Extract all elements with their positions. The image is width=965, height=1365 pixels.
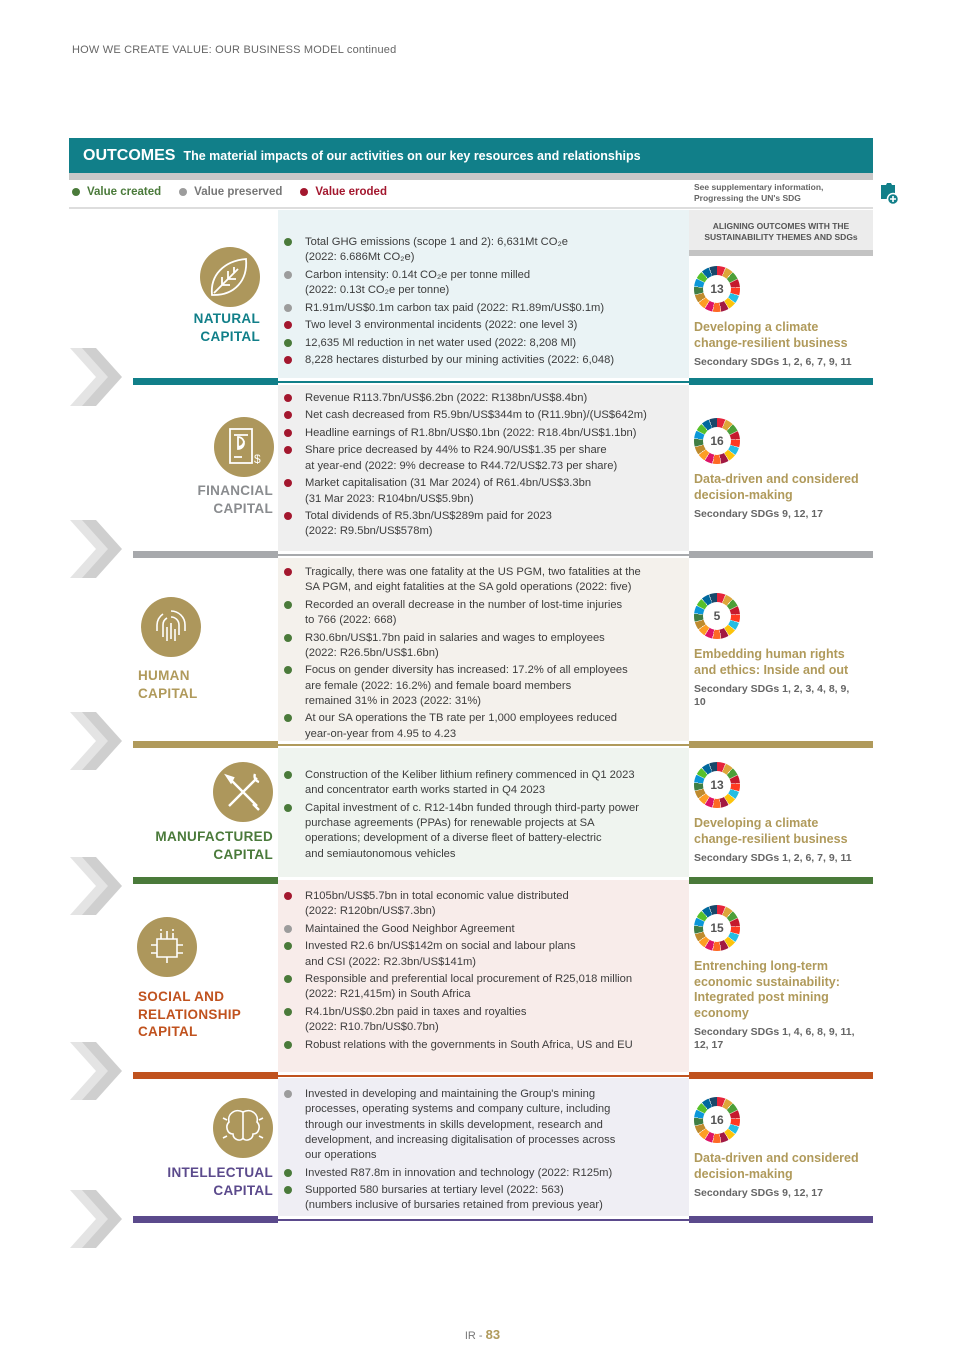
label-line: HUMAN xyxy=(138,668,190,683)
secondary-line: Secondary SDGs 1, 2, 6, 7, 9, 11 xyxy=(694,852,852,864)
leaf-icon xyxy=(200,247,260,307)
outcome-text: are female (2022: 16.2%) and female board members xyxy=(305,679,572,692)
eroded-status-dot-icon xyxy=(284,429,292,437)
secondary-line: Secondary SDGs 9, 12, 17 xyxy=(694,1187,823,1199)
page-number xyxy=(0,1327,965,1342)
outcome-text: Carbon intensity: 0.14t CO₂e per tonne milled xyxy=(305,268,531,281)
sdg-theme xyxy=(694,647,878,678)
banner-subtitle: The material impacts of our activities on our key resources and relationships xyxy=(183,148,641,163)
theme-line: decision-making xyxy=(694,1166,793,1181)
brain-icon xyxy=(213,1098,273,1158)
align-header-line: ALIGNING OUTCOMES WITH THE xyxy=(712,221,850,231)
intellectual-outcome-list xyxy=(284,1087,615,1216)
created-dot-icon xyxy=(72,188,80,196)
outcome-text: and semiautonomous vehicles xyxy=(305,847,456,860)
outcome-item xyxy=(284,426,647,441)
outcome-text: (2022: R10.7bn/US$0.7bn) xyxy=(305,1021,439,1034)
theme-line: change-resilient business xyxy=(694,335,848,350)
outcome-item xyxy=(284,353,614,368)
legend-label: Value preserved xyxy=(194,186,283,198)
human-capital-label xyxy=(138,667,198,702)
secondary-line: 12, 17 xyxy=(694,1039,724,1051)
natural-capital-label xyxy=(194,310,260,345)
outcome-text: (31 Mar 2023: R104bn/US$5.9bn) xyxy=(305,492,474,505)
legend-label: Value created xyxy=(87,186,162,198)
secondary-line: Secondary SDGs 9, 12, 17 xyxy=(694,508,823,520)
sdg-theme xyxy=(694,472,878,503)
label-line: SOCIAL AND xyxy=(138,989,225,1004)
manufactured-sdg-alignment xyxy=(694,762,878,865)
sdg-wheel-icon xyxy=(694,762,740,808)
created-status-dot-icon xyxy=(284,975,292,983)
secondary-sdgs xyxy=(694,852,878,865)
outcome-text: Total GHG emissions (scope 1 and 2): 6,631Mt CO₂e xyxy=(305,236,569,248)
joined-hands-icon xyxy=(137,917,197,977)
eroded-status-dot-icon xyxy=(284,892,292,900)
outcome-text: Invested R2.6 bn/US$142m on social and labour plans xyxy=(305,940,576,953)
eroded-status-dot-icon xyxy=(284,568,292,576)
label-line: CAPITAL xyxy=(213,846,273,862)
outcome-item xyxy=(284,972,633,1003)
created-status-dot-icon xyxy=(284,601,292,609)
page-prefix: IR - xyxy=(464,1330,486,1342)
human-outcome-list xyxy=(284,565,641,744)
eroded-dot-icon xyxy=(300,188,308,196)
outcome-item xyxy=(284,939,633,970)
outcome-item xyxy=(284,598,641,629)
preserved-status-dot-icon xyxy=(284,1090,292,1098)
intellectual-divider xyxy=(278,1219,689,1221)
outcome-text: Capital investment of c. R12-14bn funded through third-party power xyxy=(305,801,639,814)
outcome-text: Invested R87.8m in innovation and technology (2022: R125m) xyxy=(305,1166,613,1179)
outcome-text: at year-end (2022: 9% decrease to R44.72/US$2.73 per share) xyxy=(305,459,618,472)
social-capital-label xyxy=(138,988,241,1041)
preserved-status-dot-icon xyxy=(284,304,292,312)
theme-line: economic sustainability: xyxy=(694,974,840,989)
outcome-text: through our investments in skills development, research and xyxy=(305,1118,603,1131)
human-bar-right xyxy=(689,741,873,748)
created-status-dot-icon xyxy=(284,714,292,722)
banner-shadow xyxy=(69,173,873,180)
outcome-text: Tragically, there was one fatality at the US PGM, two fatalities at the xyxy=(305,566,641,578)
theme-line: and ethics: Inside and out xyxy=(694,662,849,677)
outcome-item xyxy=(284,318,614,333)
label-line: FINANCIAL xyxy=(197,483,273,498)
created-status-dot-icon xyxy=(284,1169,292,1177)
eroded-status-dot-icon xyxy=(284,479,292,487)
secondary-line: Secondary SDGs 1, 2, 3, 4, 8, 9, xyxy=(694,683,850,695)
created-status-dot-icon xyxy=(284,1041,292,1049)
outcome-item xyxy=(284,565,641,596)
sdg-number: 16 xyxy=(703,427,731,455)
created-status-dot-icon xyxy=(284,238,292,246)
label-line: CAPITAL xyxy=(213,500,273,516)
outcome-item xyxy=(284,476,647,507)
outcome-text: (2022: R26.5bn/US$1.6bn) xyxy=(305,646,439,659)
outcome-item xyxy=(284,631,641,662)
theme-line: Developing a climate xyxy=(694,320,819,334)
eroded-status-dot-icon xyxy=(284,512,292,520)
secondary-sdgs xyxy=(694,356,878,369)
outcome-text: SA PGM, and eight fatalities at the SA gold operations (2022: five) xyxy=(305,581,632,594)
created-status-dot-icon xyxy=(284,804,292,812)
secondary-line: 10 xyxy=(694,696,706,708)
chevron-right-icon xyxy=(70,1190,125,1248)
outcome-text: Revenue R113.7bn/US$6.2bn (2022: R138bn/US$8.4bn) xyxy=(305,392,588,404)
created-status-dot-icon xyxy=(284,666,292,674)
outcome-text: (2022: 0.13t CO₂e per tonne) xyxy=(305,284,450,297)
theme-line: economy xyxy=(694,1005,749,1020)
outcome-item xyxy=(284,768,639,799)
social-capital-badge xyxy=(137,917,197,977)
financial-report-icon xyxy=(214,417,274,477)
chevron-right-icon xyxy=(70,1042,125,1100)
outcome-text: R4.1bn/US$0.2bn paid in taxes and royalties xyxy=(305,1005,527,1018)
human-bar-left xyxy=(133,741,278,748)
outcome-item xyxy=(284,268,614,299)
outcome-item xyxy=(284,922,633,937)
sdg-theme xyxy=(694,1151,878,1182)
theme-line: Integrated post mining xyxy=(694,990,829,1004)
align-header-line: SUSTAINABILITY THEMES AND SDGs xyxy=(704,232,858,242)
theme-line: Entrenching long-term xyxy=(694,959,829,973)
legend xyxy=(72,186,387,198)
sdg-theme xyxy=(694,959,878,1021)
natural-capital-badge xyxy=(200,247,260,307)
legend-created xyxy=(72,186,161,198)
secondary-sdgs xyxy=(694,1187,878,1200)
sdg-number: 16 xyxy=(703,1106,731,1134)
secondary-sdgs xyxy=(694,683,878,709)
document-plus-icon[interactable] xyxy=(879,182,899,206)
outcome-text: and concentrator earth works started in Q4 2023 xyxy=(305,784,546,797)
theme-line: Data-driven and considered xyxy=(694,1151,859,1165)
intellectual-bar-left xyxy=(133,1216,278,1223)
sdg-number: 13 xyxy=(703,275,731,303)
eroded-status-dot-icon xyxy=(284,356,292,364)
human-sdg-alignment xyxy=(694,593,878,709)
outcome-text: Invested in developing and maintaining the Group's mining xyxy=(305,1088,596,1100)
label-line: CAPITAL xyxy=(200,328,260,344)
financial-capital-badge xyxy=(214,417,274,477)
outcome-text: Construction of the Keliber lithium refinery commenced in Q1 2023 xyxy=(305,769,635,781)
outcome-text: R105bn/US$5.7bn in total economic value distributed xyxy=(305,890,569,902)
sdg-number: 15 xyxy=(703,914,731,942)
human-divider xyxy=(278,744,689,746)
svg-text:$: $ xyxy=(254,452,261,466)
supp-line: See supplementary information, xyxy=(694,182,824,192)
outcome-text: 8,228 hectares disturbed by our mining activities (2022: 6,048) xyxy=(305,354,615,367)
outcome-text: Supported 580 bursaries at tertiary level (2022: 563) xyxy=(305,1184,564,1197)
outcome-text: Recorded an overall decrease in the number of lost-time injuries xyxy=(305,598,623,611)
theme-line: Developing a climate xyxy=(694,816,819,830)
eroded-status-dot-icon xyxy=(284,321,292,329)
align-header-band xyxy=(689,250,873,256)
align-header xyxy=(689,210,873,250)
label-line: MANUFACTURED xyxy=(155,829,273,844)
outcome-text: remained 31% in 2023 (2022: 31%) xyxy=(305,694,482,707)
outcome-item xyxy=(284,301,614,316)
eroded-status-dot-icon xyxy=(284,394,292,402)
social-bar-left xyxy=(133,1072,278,1079)
outcome-item xyxy=(284,336,614,351)
created-status-dot-icon xyxy=(284,634,292,642)
eroded-status-dot-icon xyxy=(284,411,292,419)
secondary-line: Secondary SDGs 1, 4, 6, 8, 9, 11, xyxy=(694,1026,855,1038)
financial-outcome-list xyxy=(284,391,647,542)
sdg-wheel-icon xyxy=(694,1097,740,1143)
theme-line: decision-making xyxy=(694,487,793,502)
secondary-line: Secondary SDGs 1, 2, 6, 7, 9, 11 xyxy=(694,356,852,368)
outcome-text: Responsible and preferential local procurement of R25,018 million xyxy=(305,973,633,986)
outcome-text: Two level 3 environmental incidents (2022: one level 3) xyxy=(305,319,578,332)
label-line: NATURAL xyxy=(193,311,260,326)
running-header: HOW WE CREATE VALUE: OUR BUSINESS MODEL continued xyxy=(72,44,397,56)
human-capital-badge xyxy=(141,597,201,657)
intellectual-sdg-alignment xyxy=(694,1097,878,1200)
outcome-text: Focus on gender diversity has increased: 17.2% of all employees xyxy=(305,664,628,677)
theme-line: Data-driven and considered xyxy=(694,472,859,486)
sdg-wheel-icon xyxy=(694,593,740,639)
outcome-text: R30.6bn/US$1.7bn paid in salaries and wages to employees xyxy=(305,631,605,644)
fingerprint-icon xyxy=(141,597,201,657)
outcome-item xyxy=(284,889,633,920)
natural-bar-left xyxy=(133,378,278,385)
page-number-value: 83 xyxy=(485,1327,501,1342)
preserved-status-dot-icon xyxy=(284,925,292,933)
outcome-text: Market capitalisation (31 Mar 2024) of R61.4bn/US$3.3bn xyxy=(305,477,592,490)
outcome-item xyxy=(284,801,639,862)
outcome-item xyxy=(284,235,614,266)
theme-line: change-resilient business xyxy=(694,831,848,846)
financial-divider xyxy=(278,554,689,556)
outcome-text: (2022: R21,415m) in South Africa xyxy=(305,988,471,1001)
outcome-text: Net cash decreased from R5.9bn/US$344m to (R11.9bn)/(US$642m) xyxy=(305,409,647,422)
outcome-text: Share price decreased by 44% to R24.90/US$1.35 per share xyxy=(305,444,607,457)
outcome-text: At our SA operations the TB rate per 1,000 employees reduced xyxy=(305,712,617,725)
manufactured-capital-badge xyxy=(213,762,273,822)
created-status-dot-icon xyxy=(284,942,292,950)
outcome-item xyxy=(284,711,641,742)
created-status-dot-icon xyxy=(284,771,292,779)
outcome-text: (numbers inclusive of bursaries retained from previous year) xyxy=(305,1199,603,1212)
natural-divider xyxy=(278,381,689,383)
tools-icon xyxy=(213,762,273,822)
created-status-dot-icon xyxy=(284,1008,292,1016)
label-line: CAPITAL xyxy=(213,1182,273,1198)
chevron-right-icon xyxy=(70,857,125,915)
outcome-text: Maintained the Good Neighbor Agreement xyxy=(305,922,515,935)
outcome-item xyxy=(284,1183,615,1214)
social-outcome-list xyxy=(284,889,633,1055)
outcome-text: to 766 (2022: 668) xyxy=(305,614,397,627)
label-line: RELATIONSHIP xyxy=(138,1006,242,1022)
banner-title: OUTCOMES xyxy=(83,146,176,164)
label-line: CAPITAL xyxy=(138,685,198,701)
manufactured-bar-left xyxy=(133,877,278,884)
financial-bar-left xyxy=(133,551,278,558)
outcome-text: (2022: R9.5bn/US$578m) xyxy=(305,525,433,538)
secondary-sdgs xyxy=(694,508,878,521)
outcome-text: our operations xyxy=(305,1149,377,1162)
created-status-dot-icon xyxy=(284,1186,292,1194)
eroded-status-dot-icon xyxy=(284,446,292,454)
sdg-theme xyxy=(694,816,878,847)
sdg-wheel-icon xyxy=(694,905,740,951)
outcome-text: R1.91m/US$0.1m carbon tax paid (2022: R1.89m/US$0.1m) xyxy=(305,301,605,314)
natural-bar-right xyxy=(689,378,873,385)
legend-eroded xyxy=(300,186,387,198)
secondary-sdgs xyxy=(694,1026,878,1052)
intellectual-capital-label xyxy=(167,1164,273,1199)
outcome-text: and CSI (2022: R2.3bn/US$141m) xyxy=(305,955,477,968)
outcome-item xyxy=(284,1087,615,1163)
outcome-text: processes, operating systems and company culture, including xyxy=(305,1103,611,1116)
supplementary-note[interactable] xyxy=(694,182,823,204)
outcome-text: (2022: 6.686Mt CO₂e) xyxy=(305,251,415,264)
outcome-text: Robust relations with the governments in South Africa, US and EU xyxy=(305,1038,633,1051)
legend-label: Value eroded xyxy=(315,186,387,198)
chevron-right-icon xyxy=(70,348,125,406)
outcome-text: purchase agreements (PPAs) for renewable projects at SA xyxy=(305,817,595,830)
social-divider xyxy=(278,1075,689,1077)
sdg-wheel-icon xyxy=(694,266,740,312)
manufactured-capital-label xyxy=(155,828,273,863)
social-bar-right xyxy=(689,1072,873,1079)
outcome-text: operations; development of a diverse fleet of battery-electric xyxy=(305,832,602,845)
intellectual-bar-right xyxy=(689,1216,873,1223)
outcome-item xyxy=(284,408,647,423)
outcome-item xyxy=(284,663,641,709)
outcome-text: year-on-year from 4.95 to 4.23 xyxy=(305,727,457,740)
preserved-dot-icon xyxy=(179,188,187,196)
financial-sdg-alignment xyxy=(694,418,878,521)
financial-bar-right xyxy=(689,551,873,558)
label-line: INTELLECTUAL xyxy=(167,1165,273,1180)
chevron-right-icon xyxy=(70,520,125,578)
outcome-item xyxy=(284,1166,615,1181)
outcome-item xyxy=(284,1005,633,1036)
preserved-status-dot-icon xyxy=(284,271,292,279)
outcome-item xyxy=(284,509,647,540)
sdg-number: 13 xyxy=(703,771,731,799)
theme-line: Embedding human rights xyxy=(694,647,845,661)
divider xyxy=(69,207,873,209)
sdg-number: 5 xyxy=(703,602,731,630)
created-status-dot-icon xyxy=(284,339,292,347)
natural-outcome-list xyxy=(284,235,614,371)
outcome-text: Headline earnings of R1.8bn/US$0.1bn (2022: R18.4bn/US$1.1bn) xyxy=(305,426,637,439)
sdg-theme xyxy=(694,320,878,351)
outcome-text: 12,635 Ml reduction in net water used (2022: 8,208 Ml) xyxy=(305,336,577,349)
legend-preserved xyxy=(179,186,282,198)
manufactured-bar-right xyxy=(689,877,873,884)
outcome-text: (2022: R120bn/US$7.3bn) xyxy=(305,905,436,918)
outcome-text: Total dividends of R5.3bn/US$289m paid for 2023 xyxy=(305,510,552,523)
outcome-item xyxy=(284,1038,633,1053)
intellectual-capital-badge xyxy=(213,1098,273,1158)
social-sdg-alignment xyxy=(694,905,878,1052)
natural-sdg-alignment xyxy=(694,266,878,369)
outcome-item xyxy=(284,443,647,474)
supp-line: Progressing the UN's SDG xyxy=(694,193,801,203)
outcomes-banner xyxy=(69,138,873,173)
sdg-wheel-icon xyxy=(694,418,740,464)
outcome-item xyxy=(284,391,647,406)
financial-capital-label xyxy=(198,482,273,517)
chevron-right-icon xyxy=(70,712,125,770)
label-line: CAPITAL xyxy=(138,1024,198,1039)
manufactured-outcome-list xyxy=(284,768,639,864)
outcome-text: development, and increasing digitalisation of processes across xyxy=(305,1133,616,1146)
